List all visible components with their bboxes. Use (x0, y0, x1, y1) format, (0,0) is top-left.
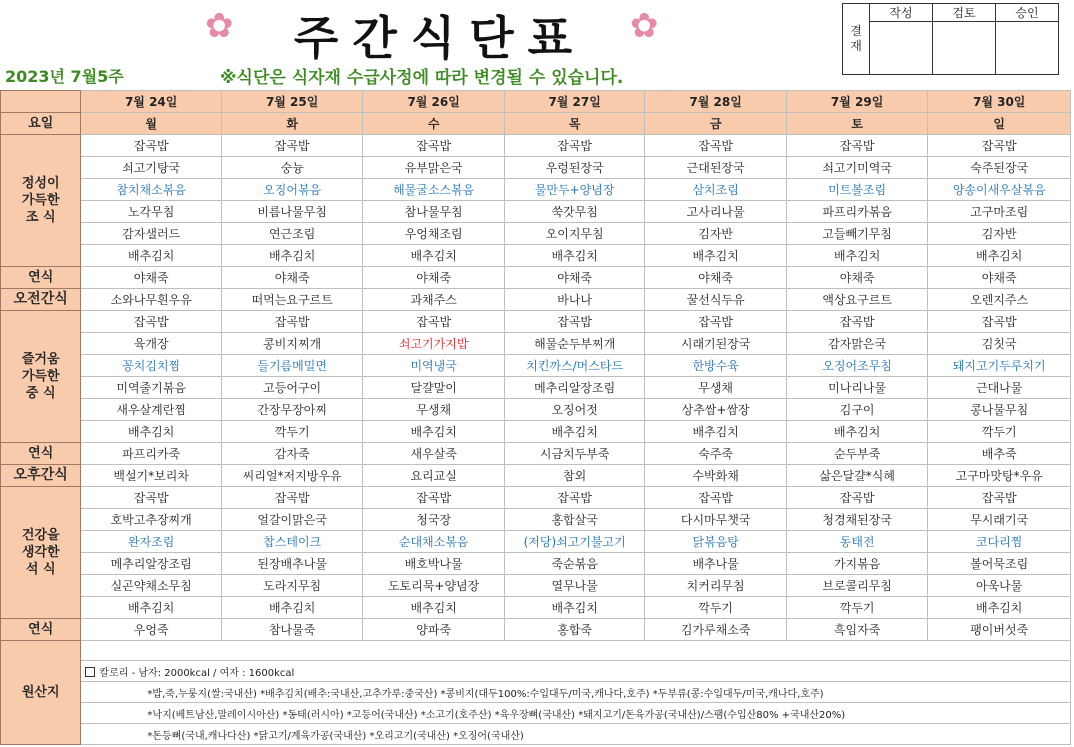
menu-item: 무생채 (363, 399, 505, 421)
menu-item: 배추나물 (645, 553, 787, 575)
menu-item: 김칫국 (928, 333, 1071, 355)
menu-item: 고구마맛탕*우유 (928, 465, 1071, 487)
menu-item: 새우살계란찜 (81, 399, 221, 421)
menu-item: 깍두기 (928, 421, 1071, 443)
approval-col-review: 검토 (933, 4, 996, 22)
menu-item: 상추쌈+쌈장 (645, 399, 787, 421)
menu-item: 야채죽 (363, 267, 505, 289)
menu-item: 배추김치 (363, 597, 505, 619)
menu-item: 돼지고기두루치기 (928, 355, 1071, 377)
lunch-row (1, 333, 1071, 355)
menu-item: 실곤약채소무침 (81, 575, 221, 597)
breakfast-label: 정성이 가득한 조 식 (1, 135, 81, 267)
menu-item: 달걀말이 (363, 377, 505, 399)
date-cell: 7월 28일 (645, 91, 787, 113)
cherry-blossom-icon: ✿ (205, 6, 234, 46)
menu-item: 야채죽 (221, 267, 363, 289)
menu-item: 가지볶음 (786, 553, 928, 575)
menu-item: 참나물죽 (221, 619, 363, 641)
calorie-row (1, 661, 1071, 682)
menu-item: 오이지무침 (504, 223, 644, 245)
menu-item: 배추김치 (504, 245, 644, 267)
dinner-porridge-row (1, 619, 1071, 641)
menu-item: 잡곡밥 (221, 311, 363, 333)
menu-item: 한방수육 (645, 355, 787, 377)
menu-item: 다시마무챗국 (645, 509, 787, 531)
menu-item: 노각무침 (81, 201, 221, 223)
breakfast-row (1, 157, 1071, 179)
am-snack-label: 오전간식 (1, 289, 81, 311)
menu-item: 양송이새우살볶음 (928, 179, 1071, 201)
menu-item: 배추김치 (81, 421, 221, 443)
menu-item: 숙주죽 (645, 443, 787, 465)
origin-line: *밥,죽,누룽지(쌀:국내산) *배추김치(배추:국내산,고추가루:중국산) *콩비지(대두100%:수입대두/미국,캐나다,호주) *두부류(콩:수입대두/미국,캐나다,호주) (81, 682, 1071, 703)
menu-item: 잡곡밥 (928, 135, 1071, 157)
menu-item: 쇠고기탕국 (81, 157, 221, 179)
breakfast-porridge-row (1, 267, 1071, 289)
menu-item: 순대채소볶음 (363, 531, 505, 553)
day-cell: 일 (928, 113, 1071, 135)
menu-item: 배추김치 (221, 245, 363, 267)
menu-item: 쑥갓무침 (504, 201, 644, 223)
menu-item: 잡곡밥 (81, 487, 221, 509)
menu-item: 고구마조림 (928, 201, 1071, 223)
menu-item: 미역냉국 (363, 355, 505, 377)
menu-item: 배추김치 (363, 245, 505, 267)
menu-item: 배호박나물 (363, 553, 505, 575)
menu-item: 홍합살국 (504, 509, 644, 531)
menu-item: 메추리알장조림 (81, 553, 221, 575)
menu-item: 깍두기 (786, 597, 928, 619)
menu-item: 콩비지찌개 (221, 333, 363, 355)
menu-item: 배추김치 (81, 245, 221, 267)
days-row (1, 113, 1071, 135)
week-label: 2023년 7월5주 (5, 67, 124, 86)
menu-item: 순두부죽 (786, 443, 928, 465)
day-cell: 목 (504, 113, 644, 135)
menu-item: 오징어조무침 (786, 355, 928, 377)
signature-cell[interactable] (996, 22, 1059, 75)
menu-item: 닭볶음탕 (645, 531, 787, 553)
menu-item: 완자조림 (81, 531, 221, 553)
menu-item: 참외 (504, 465, 644, 487)
notice-text: ※식단은 식자재 수급사정에 따라 변경될 수 있습니다. (220, 68, 624, 88)
menu-item: 유부맑은국 (363, 157, 505, 179)
signature-cell[interactable] (933, 22, 996, 75)
menu-item: 간장무장아찌 (221, 399, 363, 421)
menu-item: 고들빼기무침 (786, 223, 928, 245)
menu-item: 잡곡밥 (645, 311, 787, 333)
approval-box (842, 3, 1059, 75)
menu-item: 배추김치 (928, 597, 1071, 619)
menu-item: 야채죽 (928, 267, 1071, 289)
menu-item: 미역줄기볶음 (81, 377, 221, 399)
lunch-label: 즐거움 가득한 중 식 (1, 311, 81, 443)
menu-item: 연근조림 (221, 223, 363, 245)
approval-label: 결 재 (843, 4, 870, 75)
menu-item: 치킨까스/머스타드 (504, 355, 644, 377)
menu-item: 메추리알장조림 (504, 377, 644, 399)
menu-item: 감자맑은국 (786, 333, 928, 355)
menu-item: 김가루채소죽 (645, 619, 787, 641)
menu-item: 배추김치 (504, 597, 644, 619)
menu-item: 우렁된장국 (504, 157, 644, 179)
menu-item: 콩나물무침 (928, 399, 1071, 421)
checkbox-icon (85, 667, 95, 677)
date-cell: 7월 24일 (81, 91, 221, 113)
menu-item: 숭늉 (221, 157, 363, 179)
day-cell: 월 (81, 113, 221, 135)
menu-item: 배추김치 (645, 245, 787, 267)
origin-row (1, 703, 1071, 724)
date-cell: 7월 25일 (221, 91, 363, 113)
menu-item: 미나리나물 (786, 377, 928, 399)
breakfast-row (1, 179, 1071, 201)
menu-item: (저당)쇠고기불고기 (504, 531, 644, 553)
breakfast-porridge-label: 연식 (1, 267, 81, 289)
day-cell: 수 (363, 113, 505, 135)
corner-cell (1, 91, 81, 113)
menu-item: 호박고추장찌개 (81, 509, 221, 531)
menu-item: 시래기된장국 (645, 333, 787, 355)
lunch-porridge-label: 연식 (1, 443, 81, 465)
menu-item: 시금치두부죽 (504, 443, 644, 465)
dinner-row (1, 531, 1071, 553)
dinner-row (1, 553, 1071, 575)
origin-label: 원산지 (1, 641, 81, 745)
menu-item: 참나물무침 (363, 201, 505, 223)
menu-item: 근대나물 (928, 377, 1071, 399)
menu-item: 청경채된장국 (786, 509, 928, 531)
menu-item: 삼치조림 (645, 179, 787, 201)
menu-item: 브로콜리무침 (786, 575, 928, 597)
menu-item: 야채죽 (645, 267, 787, 289)
menu-item: 열무나물 (504, 575, 644, 597)
menu-item: 꿀선식두유 (645, 289, 787, 311)
menu-item: 코다리찜 (928, 531, 1071, 553)
menu-item: 동태전 (786, 531, 928, 553)
menu-item: 배추김치 (81, 597, 221, 619)
menu-item: 씨리얼*저지방우유 (221, 465, 363, 487)
day-cell: 금 (645, 113, 787, 135)
menu-item: 야채죽 (81, 267, 221, 289)
menu-item: 무시래기국 (928, 509, 1071, 531)
approval-col-approve: 승인 (996, 4, 1059, 22)
menu-item: 숙주된장국 (928, 157, 1071, 179)
menu-item: 배추김치 (928, 245, 1071, 267)
menu-item: 미트볼조림 (786, 179, 928, 201)
menu-item: 요리교실 (363, 465, 505, 487)
menu-item: 아욱나물 (928, 575, 1071, 597)
date-cell: 7월 30일 (928, 91, 1071, 113)
menu-item: 볼어묵조림 (928, 553, 1071, 575)
menu-item: 잡곡밥 (645, 135, 787, 157)
dinner-row (1, 487, 1071, 509)
menu-item: 과채주스 (363, 289, 505, 311)
menu-item: 해물순두부찌개 (504, 333, 644, 355)
menu-item: 우엉죽 (81, 619, 221, 641)
menu-item: 근대된장국 (645, 157, 787, 179)
calorie-info (81, 661, 1071, 682)
menu-item: 잡곡밥 (363, 311, 505, 333)
page-title: 주간식단표 (293, 11, 587, 65)
lunch-row (1, 355, 1071, 377)
menu-item: 잡곡밥 (928, 311, 1071, 333)
menu-item: 팽이버섯죽 (928, 619, 1071, 641)
menu-item: 쇠고기미역국 (786, 157, 928, 179)
menu-item: 양파죽 (363, 619, 505, 641)
menu-item: 잡곡밥 (645, 487, 787, 509)
menu-item: 야채죽 (504, 267, 644, 289)
menu-item: 비름나물무침 (221, 201, 363, 223)
menu-item: 얼갈이맑은국 (221, 509, 363, 531)
menu-item: 물만두+양념장 (504, 179, 644, 201)
menu-item: 감자샐러드 (81, 223, 221, 245)
menu-item: 깍두기 (221, 421, 363, 443)
menu-item: 들기름메밀면 (221, 355, 363, 377)
origin-row (1, 682, 1071, 703)
menu-item: 치커리무침 (645, 575, 787, 597)
menu-item: 배추김치 (504, 421, 644, 443)
menu-item: 잡곡밥 (81, 135, 221, 157)
menu-item: 배추김치 (221, 597, 363, 619)
menu-item: 소와나무흰우유 (81, 289, 221, 311)
menu-item: 야채죽 (786, 267, 928, 289)
menu-item: 청국장 (363, 509, 505, 531)
menu-item: 고사리나물 (645, 201, 787, 223)
date-cell: 7월 27일 (504, 91, 644, 113)
menu-item: 잡곡밥 (504, 487, 644, 509)
menu-item: 잡곡밥 (363, 135, 505, 157)
menu-item: 파프리카죽 (81, 443, 221, 465)
date-cell: 7월 26일 (363, 91, 505, 113)
page-header (0, 0, 1074, 90)
menu-item: 해물굴소스볶음 (363, 179, 505, 201)
menu-item: 잡곡밥 (81, 311, 221, 333)
menu-item: 된장배추나물 (221, 553, 363, 575)
lunch-row (1, 421, 1071, 443)
menu-item: 김구이 (786, 399, 928, 421)
menu-item: 육개장 (81, 333, 221, 355)
lunch-row (1, 377, 1071, 399)
menu-item: 죽순볶음 (504, 553, 644, 575)
date-cell: 7월 29일 (786, 91, 928, 113)
menu-item: 배추김치 (786, 421, 928, 443)
am-snack-row (1, 289, 1071, 311)
menu-item: 우엉채조림 (363, 223, 505, 245)
dates-row (1, 91, 1071, 113)
menu-item: 무생채 (645, 377, 787, 399)
menu-item: 삶은달걀*식혜 (786, 465, 928, 487)
signature-cell[interactable] (870, 22, 933, 75)
menu-item: 잡곡밥 (221, 135, 363, 157)
menu-item: 쇠고기가지밥 (363, 333, 505, 355)
menu-item: 참치채소볶음 (81, 179, 221, 201)
menu-item: 잡곡밥 (786, 135, 928, 157)
menu-item: 꽁치김치찜 (81, 355, 221, 377)
approval-col-write: 작성 (870, 4, 933, 22)
menu-item: 도토리묵+양념장 (363, 575, 505, 597)
menu-item: 배추김치 (786, 245, 928, 267)
menu-item: 배추죽 (928, 443, 1071, 465)
menu-item: 잡곡밥 (363, 487, 505, 509)
menu-item: 잡곡밥 (786, 311, 928, 333)
pm-snack-label: 오후간식 (1, 465, 81, 487)
breakfast-row (1, 135, 1071, 157)
menu-item: 깍두기 (645, 597, 787, 619)
menu-item: 감자죽 (221, 443, 363, 465)
menu-item: 도라지무침 (221, 575, 363, 597)
menu-item: 떠먹는요구르트 (221, 289, 363, 311)
menu-item: 흑임자죽 (786, 619, 928, 641)
day-cell: 화 (221, 113, 363, 135)
breakfast-row (1, 201, 1071, 223)
day-cell: 토 (786, 113, 928, 135)
menu-item: 바나나 (504, 289, 644, 311)
lunch-porridge-row (1, 443, 1071, 465)
cherry-blossom-icon: ✿ (630, 6, 659, 46)
breakfast-row (1, 223, 1071, 245)
origin-spacer-row (1, 641, 1071, 661)
spacer-cell (81, 641, 1071, 661)
lunch-row (1, 311, 1071, 333)
menu-item: 수박화채 (645, 465, 787, 487)
menu-item: 잡곡밥 (504, 311, 644, 333)
calorie-text: 칼로리 - 남자: 2000kcal / 여자 : 1600kcal (99, 667, 295, 679)
menu-item: 배추김치 (645, 421, 787, 443)
origin-row (1, 724, 1071, 745)
dinner-row (1, 509, 1071, 531)
menu-item: 액상요구르트 (786, 289, 928, 311)
menu-item: 오징어젓 (504, 399, 644, 421)
menu-item: 홍합죽 (504, 619, 644, 641)
menu-item: 김자반 (928, 223, 1071, 245)
breakfast-row (1, 245, 1071, 267)
origin-line: *돈등뼈(국내,캐나다산) *닭고기/계육가공(국내산) *오리고기(국내산) *오징어(국내산) (81, 724, 1071, 745)
menu-table (0, 90, 1071, 745)
menu-item: 김자반 (645, 223, 787, 245)
dinner-label: 건강을 생각한 석 식 (1, 487, 81, 619)
dinner-row (1, 575, 1071, 597)
menu-item: 오징어볶음 (221, 179, 363, 201)
origin-line: *낙지(베트남산,말레이시아산) *동태(러시아) *고등어(국내산) *소고기(호주산) *육우장뼈(국내산) *돼지고기/돈육가공(국내산)/스팸(수입산80% +국내산20%) (81, 703, 1071, 724)
lunch-row (1, 399, 1071, 421)
day-label: 요일 (1, 113, 81, 135)
menu-item: 오렌지주스 (928, 289, 1071, 311)
pm-snack-row (1, 465, 1071, 487)
menu-item: 백설기*보리차 (81, 465, 221, 487)
menu-item: 고등어구이 (221, 377, 363, 399)
menu-item: 새우살죽 (363, 443, 505, 465)
menu-item: 잡곡밥 (221, 487, 363, 509)
menu-item: 배추김치 (363, 421, 505, 443)
menu-item: 잡곡밥 (928, 487, 1071, 509)
dinner-row (1, 597, 1071, 619)
menu-item: 잡곡밥 (786, 487, 928, 509)
dinner-porridge-label: 연식 (1, 619, 81, 641)
menu-item: 잡곡밥 (504, 135, 644, 157)
menu-item: 파프리카볶음 (786, 201, 928, 223)
menu-item: 찹스테이크 (221, 531, 363, 553)
